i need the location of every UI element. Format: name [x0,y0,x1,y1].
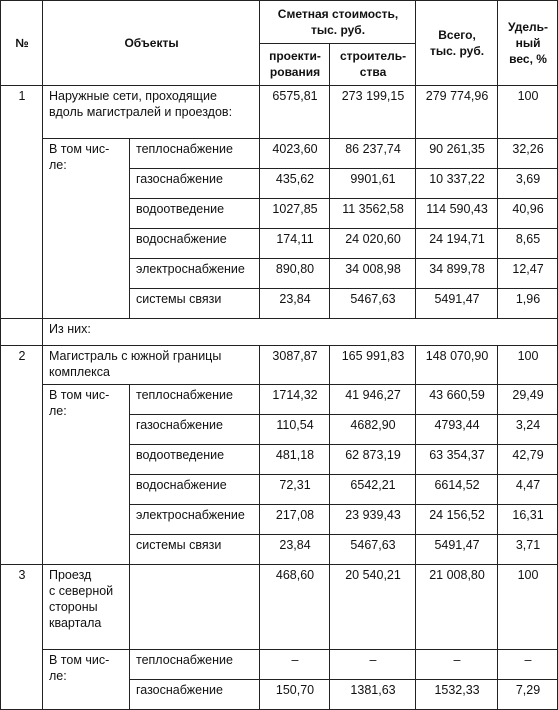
section-1-title: Наружные сети, проходящие вдоль магистралей и проездов: [43,86,260,139]
item-name: системы связи [130,289,260,319]
item-total: 24 194,71 [416,229,498,259]
item-total: 90 261,35 [416,139,498,169]
item-share: 29,49 [498,385,558,415]
section-1-number: 1 [1,86,43,319]
item-share: 3,71 [498,535,558,565]
item-share: 3,24 [498,415,558,445]
item-total: 114 590,43 [416,199,498,229]
section-3-total: 21 008,80 [416,565,498,650]
item-name: электроснабжение [130,259,260,289]
item-name: водоснабжение [130,475,260,505]
section-3-row [1,565,558,650]
section-2-title: Магистраль с южной границы комплекса [43,346,260,385]
section-1-total: 279 774,96 [416,86,498,139]
item-share: 40,96 [498,199,558,229]
item-design: 23,84 [260,289,330,319]
item-construction: 4682,90 [330,415,416,445]
item-construction: 6542,21 [330,475,416,505]
item-share: 1,96 [498,289,558,319]
item-design: 890,80 [260,259,330,289]
item-construction: 5467,63 [330,535,416,565]
item-design: 72,31 [260,475,330,505]
item-name: теплоснабжение [130,385,260,415]
item-construction: 23 939,43 [330,505,416,535]
item-construction: – [330,650,416,680]
item-total: 5491,47 [416,289,498,319]
item-design: 150,70 [260,680,330,710]
item-name: теплоснабжение [130,139,260,169]
item-design: 217,08 [260,505,330,535]
section-3-design: 468,60 [260,565,330,650]
section-1-construction: 273 199,15 [330,86,416,139]
item-design: – [260,650,330,680]
item-total: 24 156,52 [416,505,498,535]
item-name: газоснабжение [130,680,260,710]
item-construction: 24 020,60 [330,229,416,259]
of-them-label: Из них: [43,319,558,346]
section-1-incl-label: В том чис- ле: [43,139,130,319]
item-construction: 5467,63 [330,289,416,319]
of-them-row [1,319,558,346]
item-total: 5491,47 [416,535,498,565]
section-2-total: 148 070,90 [416,346,498,385]
item-share: 42,79 [498,445,558,475]
section-2-design: 3087,87 [260,346,330,385]
section-2-incl-label: В том чис- ле: [43,385,130,565]
item-share: 32,26 [498,139,558,169]
header-share: Удель- ный вес, % [498,1,558,86]
item-name: теплоснабжение [130,650,260,680]
section-2-number: 2 [1,346,43,565]
section-2-row [1,346,558,385]
item-construction: 86 237,74 [330,139,416,169]
section-2-construction: 165 991,83 [330,346,416,385]
section-1-row [1,86,558,139]
item-name: водоотведение [130,199,260,229]
section-1-design: 6575,81 [260,86,330,139]
item-design: 435,62 [260,169,330,199]
item-construction: 41 946,27 [330,385,416,415]
item-name: водоснабжение [130,229,260,259]
item-share: 4,47 [498,475,558,505]
header-total: Всего, тыс. руб. [416,1,498,86]
item-total: 63 354,37 [416,445,498,475]
item-total: 10 337,22 [416,169,498,199]
section-3-incl-label: В том чис- ле: [43,650,130,710]
section-3-construction: 20 540,21 [330,565,416,650]
header-design: проекти- рования [260,43,330,86]
item-construction: 1381,63 [330,680,416,710]
item-name: системы связи [130,535,260,565]
item-name: водоотведение [130,445,260,475]
item-construction: 62 873,19 [330,445,416,475]
item-share: 8,65 [498,229,558,259]
header-construction: строитель- ства [330,43,416,86]
item-share: – [498,650,558,680]
header-estimated-cost: Сметная стоимость, тыс. руб. [260,1,416,44]
item-design: 1027,85 [260,199,330,229]
header-objects: Объекты [43,1,260,86]
section-3-share: 100 [498,565,558,650]
section-3-number: 3 [1,565,43,710]
item-total: 6614,52 [416,475,498,505]
item-design: 23,84 [260,535,330,565]
item-share: 7,29 [498,680,558,710]
item-design: 110,54 [260,415,330,445]
item-design: 4023,60 [260,139,330,169]
item-name: газоснабжение [130,169,260,199]
item-total: 1532,33 [416,680,498,710]
item-share: 16,31 [498,505,558,535]
item-name: электроснабжение [130,505,260,535]
item-design: 1714,32 [260,385,330,415]
item-name: газоснабжение [130,415,260,445]
item-total: 34 899,78 [416,259,498,289]
item-share: 3,69 [498,169,558,199]
section-1-share: 100 [498,86,558,139]
header-num: № [1,1,43,86]
item-total: – [416,650,498,680]
table-row [1,385,558,415]
section-2-share: 100 [498,346,558,385]
item-total: 43 660,59 [416,385,498,415]
item-share: 12,47 [498,259,558,289]
item-design: 174,11 [260,229,330,259]
table-row [1,139,558,169]
item-construction: 11 3562,58 [330,199,416,229]
item-design: 481,18 [260,445,330,475]
section-3-title: Проезд с северной стороны квартала [43,565,130,650]
item-construction: 9901,61 [330,169,416,199]
item-total: 4793,44 [416,415,498,445]
table-row [1,650,558,680]
item-construction: 34 008,98 [330,259,416,289]
